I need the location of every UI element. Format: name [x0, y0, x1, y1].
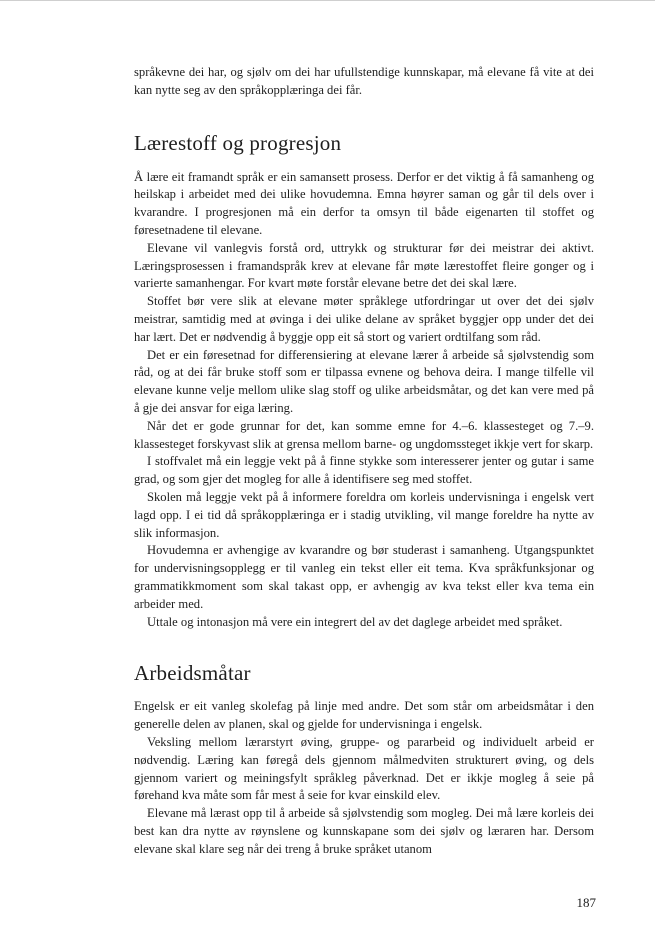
body-paragraph: Stoffet bør vere slik at elevane møter språklege utfordringar ut over det dei sjølv meistrar, samtidig med at øvinga i dei ulike delane av språket byggjer opp under det dei har lært. Det er nødvendig å byggje opp eit så stort og variert ordtilfang som råd. [134, 294, 594, 344]
section-laerestoff-body [134, 169, 594, 632]
body-paragraph: Skolen må leggje vekt på å informere foreldra om korleis undervisninga i engelsk vert lagd opp. I ei tid då språkopplæringa er i stadig utvikling, vil mange foreldre ha nytte av slik informasjon. [134, 489, 594, 540]
page-number: 187 [576, 895, 596, 910]
body-paragraph: Når det er gode grunnar for det, kan somme emne for 4.–6. klassesteget og 7.–9. klassesteget forskyvast slik at grensa mellom barne- og ungdomssteget ikkje vert for skarp. [134, 418, 594, 451]
section-arbeidsmatar-body [134, 698, 594, 858]
body-paragraph: Uttale og intonasjon må vere ein integrert del av det daglege arbeidet med språket. [147, 614, 563, 629]
section-heading-arbeidsmatar: Arbeidsmåtar [134, 661, 251, 686]
section-heading-laerestoff: Lærestoff og progresjon [134, 130, 342, 155]
page-body [134, 64, 594, 858]
body-paragraph: Elevane vil vanlegvis forstå ord, uttrykk og strukturar før dei meistrar dei aktivt. Læringsprosessen i framandspråk krev at elevane får møte lærestoffet fleire gonger og i varierte samanhengar. For kvart møte forstår elevane betre det dei skal lære. [134, 240, 594, 291]
body-paragraph: Det er ein føresetnad for differensiering at elevane lærer å arbeide så sjølvstendig som råd, og at dei får bruke stoff som er tilpassa evnene og behova deira. I mange tilfelle vil elevane kunne velje mellom ulike slag stoff og ulike arbeidsmåtar, og det kan vere med på å gje dei ansvar for eiga læring. [134, 347, 594, 415]
page-top-border [0, 0, 655, 1]
body-paragraph: Hovudemna er avhengige av kvarandre og bør studerast i samanheng. Utgangspunktet for undervisningsopplegg er til vanleg ein tekst eller eit tema. Kva språkfunksjonar og grammatikkmoment som skal takast opp, er avhengig av kva tekst eller kva tema ein arbeider med. [134, 543, 594, 611]
body-paragraph: Å lære eit framandt språk er ein samansett prosess. Derfor er det viktig å få samanheng og heilskap i arbeidet med dei ulike hovudemna. Emna høyrer saman og går til dels over i kvarandre. I progresjonen må ein derfor ta omsyn til både eigenarten til stoffet og føresetnadene til elevane. [134, 169, 594, 237]
body-paragraph: I stoffvalet må ein leggje vekt på å finne stykke som interesserer jenter og gutar i same grad, og som gjer det mogleg for alle å identifisere seg med stoffet. [134, 454, 594, 487]
body-paragraph: Engelsk er eit vanleg skolefag på linje med andre. Det som står om arbeidsmåtar i den generelle delen av planen, skal og gjelde for undervisninga i engelsk. [134, 699, 594, 732]
intro-paragraph: språkevne dei har, og sjølv om dei har ufullstendige kunnskapar, må elevane få vite at dei kan nytte seg av den språkopplæringa dei får. [134, 65, 594, 97]
body-paragraph: Elevane må lærast opp til å arbeide så sjølvstendig som mogleg. Dei må lære korleis dei best kan dra nytte av røynslene og kunnskapane som dei sjølv og læraren har. Dersom elevane skal klare seg når dei treng å bruke språket utanom [134, 806, 594, 856]
body-paragraph: Veksling mellom lærarstyrt øving, gruppe- og pararbeid og individuelt arbeid er nødvendig. Læring kan føregå dels gjennom målmedviten strukturert øving, og dels gjennom variert og meiningsfylt språkleg påverknad. Det er ikkje mogleg å seie på førehand kva måte som får mest å seie for kvar einskild elev. [134, 734, 594, 803]
